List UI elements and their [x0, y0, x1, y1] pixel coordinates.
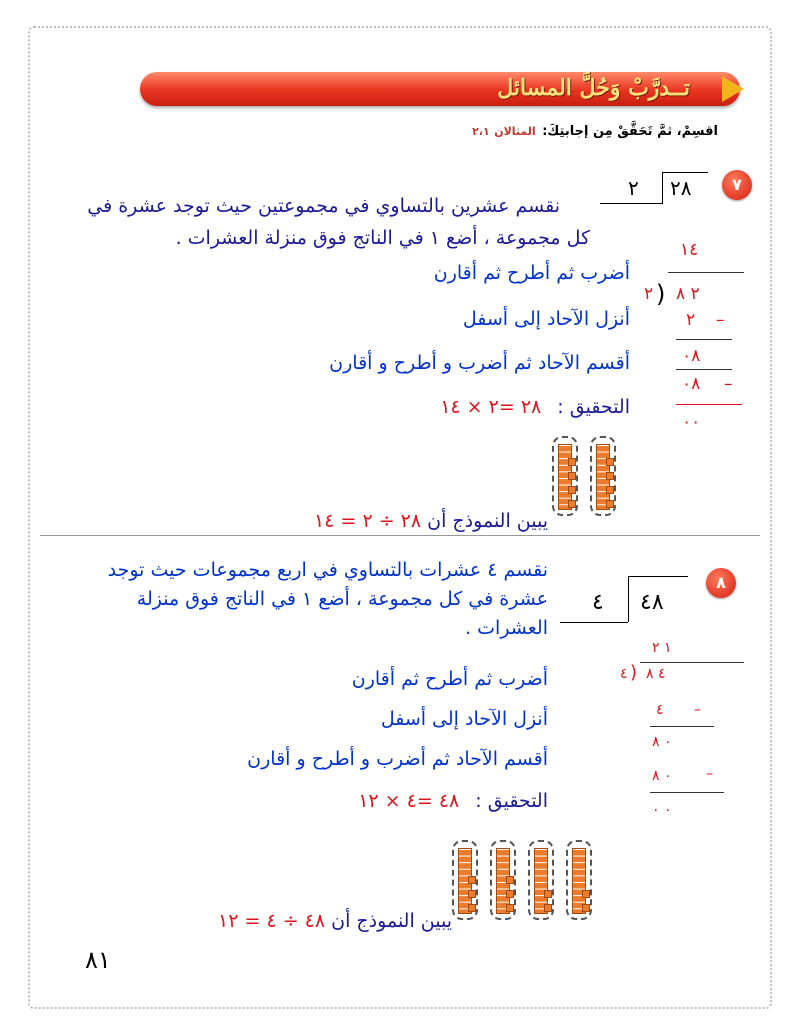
step-text: أقسم الآحاد ثم أضرب و أطرح و أقارن	[247, 748, 548, 770]
problem-number-badge: ٨	[706, 568, 736, 598]
check-equation: ٤٨ =٤ × ١٢	[358, 790, 460, 812]
step-text: أقسم الآحاد ثم أضرب و أطرح و أقارن	[329, 352, 630, 374]
ld-rem1: ٠ ٨	[652, 734, 672, 750]
check-label: التحقيق :	[557, 396, 630, 418]
check-line	[358, 790, 548, 812]
check-label: التحقيق :	[475, 790, 548, 812]
page-number: ٨١	[85, 946, 111, 974]
ld-quotient: ١ ٢	[652, 640, 672, 656]
check-line	[440, 396, 630, 418]
expression-dividend: ٤٨	[640, 590, 664, 615]
instruction-line	[472, 124, 718, 139]
ld-sub1: ٢	[686, 310, 696, 330]
expression-divisor: ٢	[628, 176, 639, 200]
tens-model	[450, 840, 610, 922]
model-label: يبين النموذج أن	[331, 910, 452, 932]
ld-rem2: ٠٠	[682, 412, 701, 432]
examples-numbers: ٢،١	[472, 125, 490, 138]
examples-label: المثالان	[494, 125, 536, 138]
banner-arrow-icon	[722, 76, 744, 102]
step-text: أنزل الآحاد إلى أسفل	[380, 708, 548, 730]
section-banner	[140, 72, 740, 106]
model-line	[314, 510, 548, 532]
ld-rem1: ٠٨	[682, 346, 701, 366]
instruction-text: اقسِمْ، ثمَّ تَحَقَّقْ مِن إجابتِكَ:	[542, 124, 718, 139]
step-text: أضرب ثم أطرح ثم أقارن	[351, 668, 548, 690]
ld-divisor: ٤	[620, 666, 628, 682]
expression-divisor: ٤	[592, 590, 604, 615]
section-title: تــدرَّبْ وَحُلَّ المسائل	[497, 75, 690, 101]
tens-model	[550, 436, 630, 518]
problem-number-badge: ٧	[722, 170, 752, 200]
step-text: نقسم عشرين بالتساوي في مجموعتين حيث توجد عشرة في كل مجموعة ، أضع ١ في الناتج فوق منزلة العشرات .	[87, 195, 590, 249]
step-text: أنزل الآحاد إلى أسفل	[462, 308, 630, 330]
ld-dividend: ٢ ٨	[676, 284, 700, 304]
ld-sub2: ٠٨	[682, 374, 701, 394]
model-equation: ٤٨ ÷ ٤ = ١٢	[218, 910, 326, 932]
model-line	[218, 910, 452, 932]
ld-sub2: ٠ ٨	[652, 768, 672, 784]
step-text: أضرب ثم أطرح ثم أقارن	[433, 262, 630, 284]
ld-quotient: ١٤	[680, 240, 699, 260]
ld-rem2: ٠ ٠	[652, 802, 672, 818]
ld-sub1: ٤	[656, 702, 664, 718]
step-text: نقسم ٤ عشرات بالتساوي في اربع مجموعات حيث توجد عشرة في كل مجموعة ، أضع ١ في الناتج فوق منزلة العشرات .	[107, 559, 548, 639]
expression-dividend: ٢٨	[670, 176, 692, 200]
model-equation: ٢٨ ÷ ٢ = ١٤	[314, 510, 422, 532]
check-equation: ٢٨ =٢ × ١٤	[440, 396, 542, 418]
model-label: يبين النموذج أن	[427, 510, 548, 532]
ld-divisor: ٢	[644, 284, 654, 304]
section-divider	[40, 535, 760, 536]
ld-dividend: ٤ ٨	[646, 666, 666, 682]
